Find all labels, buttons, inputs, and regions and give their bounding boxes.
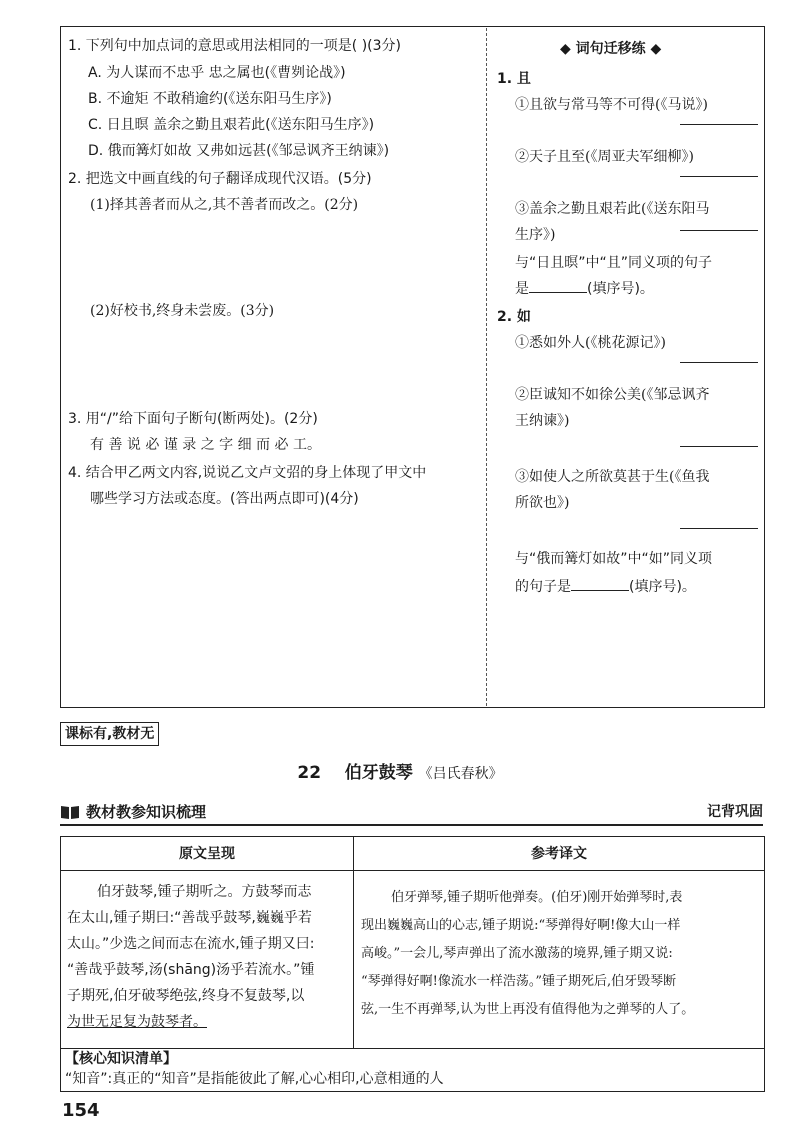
item-2-title: 2. 如 — [497, 309, 531, 325]
original-line: 在太山,锺子期曰:“善哉乎鼓琴,巍巍乎若 — [67, 910, 312, 926]
curriculum-tag: 课标有,教材无 — [60, 722, 159, 746]
question-3: 3. 用“/”给下面句子断句(断两处)。(2分) — [68, 411, 318, 427]
right-panel-heading: ◆ 词句迁移练 ◆ — [560, 41, 662, 57]
item-2-sentence-a: ①悉如外人(《桃花源记》) — [515, 335, 666, 351]
item-1-sentence-a: ①且欲与常马等不可得(《马说》) — [515, 97, 708, 113]
answer-line — [680, 362, 758, 363]
option-b: B. 不逾矩 不敢稍逾约(《送东阳马生序》) — [88, 91, 332, 107]
original-line: “善哉乎鼓琴,汤(shāng)汤乎若流水。”锺 — [67, 962, 315, 978]
lesson-source: 《吕氏春秋》 — [418, 766, 503, 782]
text-table — [60, 836, 765, 1049]
option-d: D. 俄而篝灯如故 又弗如远甚(《邹忌讽齐王纳谏》) — [88, 143, 390, 159]
option-c: C. 日且暝 盖余之勤且艰若此(《送东阳马生序》) — [88, 117, 375, 133]
translation-line: 高峻。”一会儿,琴声弹出了流水激荡的境界,锺子期又说: — [361, 946, 673, 961]
question-4-cont: 哪些学习方法或态度。(答出两点即可)(4分) — [90, 491, 359, 507]
fill-blank[interactable] — [529, 278, 587, 293]
table-header-translation: 参考译文 — [531, 846, 587, 862]
section-header — [60, 800, 763, 826]
question-2: 2. 把选文中画直线的句子翻译成现代汉语。(5分) — [68, 171, 372, 187]
question-2-part-1: (1)择其善者而从之,其不善者而改之。(2分) — [90, 197, 359, 213]
item-1-sentence-c: ③盖余之勤且艰若此(《送东阳马 — [515, 201, 710, 217]
book-icon — [60, 804, 80, 820]
fill-blank[interactable] — [571, 576, 629, 591]
question-1: 1. 下列句中加点词的意思或用法相同的一项是( )(3分) — [68, 38, 402, 54]
core-knowledge-title: 【核心知识清单】 — [65, 1051, 177, 1067]
option-a: A. 为人谋而不忠乎 忠之属也(《曹刿论战》) — [88, 65, 346, 81]
translation-line: “琴弹得好啊!像流水一样浩荡。”锺子期死后,伯牙毁琴断 — [361, 974, 677, 989]
question-4: 4. 结合甲乙两文内容,说说乙文卢文弨的身上体现了甲文中 — [68, 465, 427, 481]
original-line: 为世无足复为鼓琴者。 — [67, 1014, 207, 1030]
translation-line: 现出巍巍高山的心志,锺子期说:“琴弹得好啊!像大山一样 — [361, 918, 681, 933]
item-1-question: 与“日且暝”中“且”同义项的句子 — [515, 255, 713, 271]
column-divider — [486, 28, 487, 706]
question-2-part-2: (2)好校书,终身未尝废。(3分) — [90, 303, 275, 319]
item-2-sentence-b-cont: 王纳谏》) — [515, 413, 570, 429]
lesson-title — [0, 758, 800, 783]
answer-line — [680, 230, 758, 231]
answer-line — [680, 446, 758, 447]
answer-line — [680, 124, 758, 125]
item-2-question: 与“俄而篝灯如故”中“如”同义项 — [515, 551, 713, 567]
core-knowledge-text: “知音”:真正的“知音”是指能彼此了解,心心相印,心意相通的人 — [65, 1071, 444, 1087]
item-1-question-cont: 是 (填序号)。 — [515, 278, 654, 300]
answer-line — [680, 176, 758, 177]
original-line: 伯牙鼓琴,锺子期听之。方鼓琴而志 — [97, 884, 312, 900]
page-number: 154 — [62, 1100, 100, 1121]
item-1-sentence-b: ②天子且至(《周亚夫军细柳》) — [515, 149, 694, 165]
item-2-sentence-c: ③如使人之所欲莫甚于生(《鱼我 — [515, 469, 710, 485]
original-line: 子期死,伯牙破琴绝弦,终身不复鼓琴,以 — [67, 988, 305, 1004]
translation-line: 弦,一生不再弹琴,认为世上再没有值得他为之弹琴的人了。 — [361, 1002, 695, 1017]
item-2-sentence-c-cont: 所欲也》) — [515, 495, 570, 511]
lesson-number: 22 — [297, 763, 322, 783]
item-2-question-cont: 的句子是 (填序号)。 — [515, 576, 696, 598]
item-2-sentence-b: ②臣诚知不如徐公美(《邹忌讽齐 — [515, 387, 710, 403]
core-knowledge-box — [60, 1047, 765, 1092]
item-1-sentence-c-cont: 生序》) — [515, 227, 556, 243]
translation-line: 伯牙弹琴,锺子期听他弹奏。(伯牙)刚开始弹琴时,表 — [391, 890, 683, 905]
question-3-sentence: 有 善 说 必 谨 录 之 字 细 而 必 工。 — [90, 437, 321, 453]
original-line: 太山。”少选之间而志在流水,锺子期又曰: — [67, 936, 315, 952]
item-1-title: 1. 且 — [497, 71, 531, 87]
section-right-label: 记背巩固 — [707, 804, 763, 820]
table-header-original: 原文呈现 — [179, 846, 235, 862]
section-title: 教材教参知识梳理 — [86, 803, 207, 821]
lesson-name: 伯牙鼓琴 — [344, 763, 413, 783]
answer-line — [680, 528, 758, 529]
